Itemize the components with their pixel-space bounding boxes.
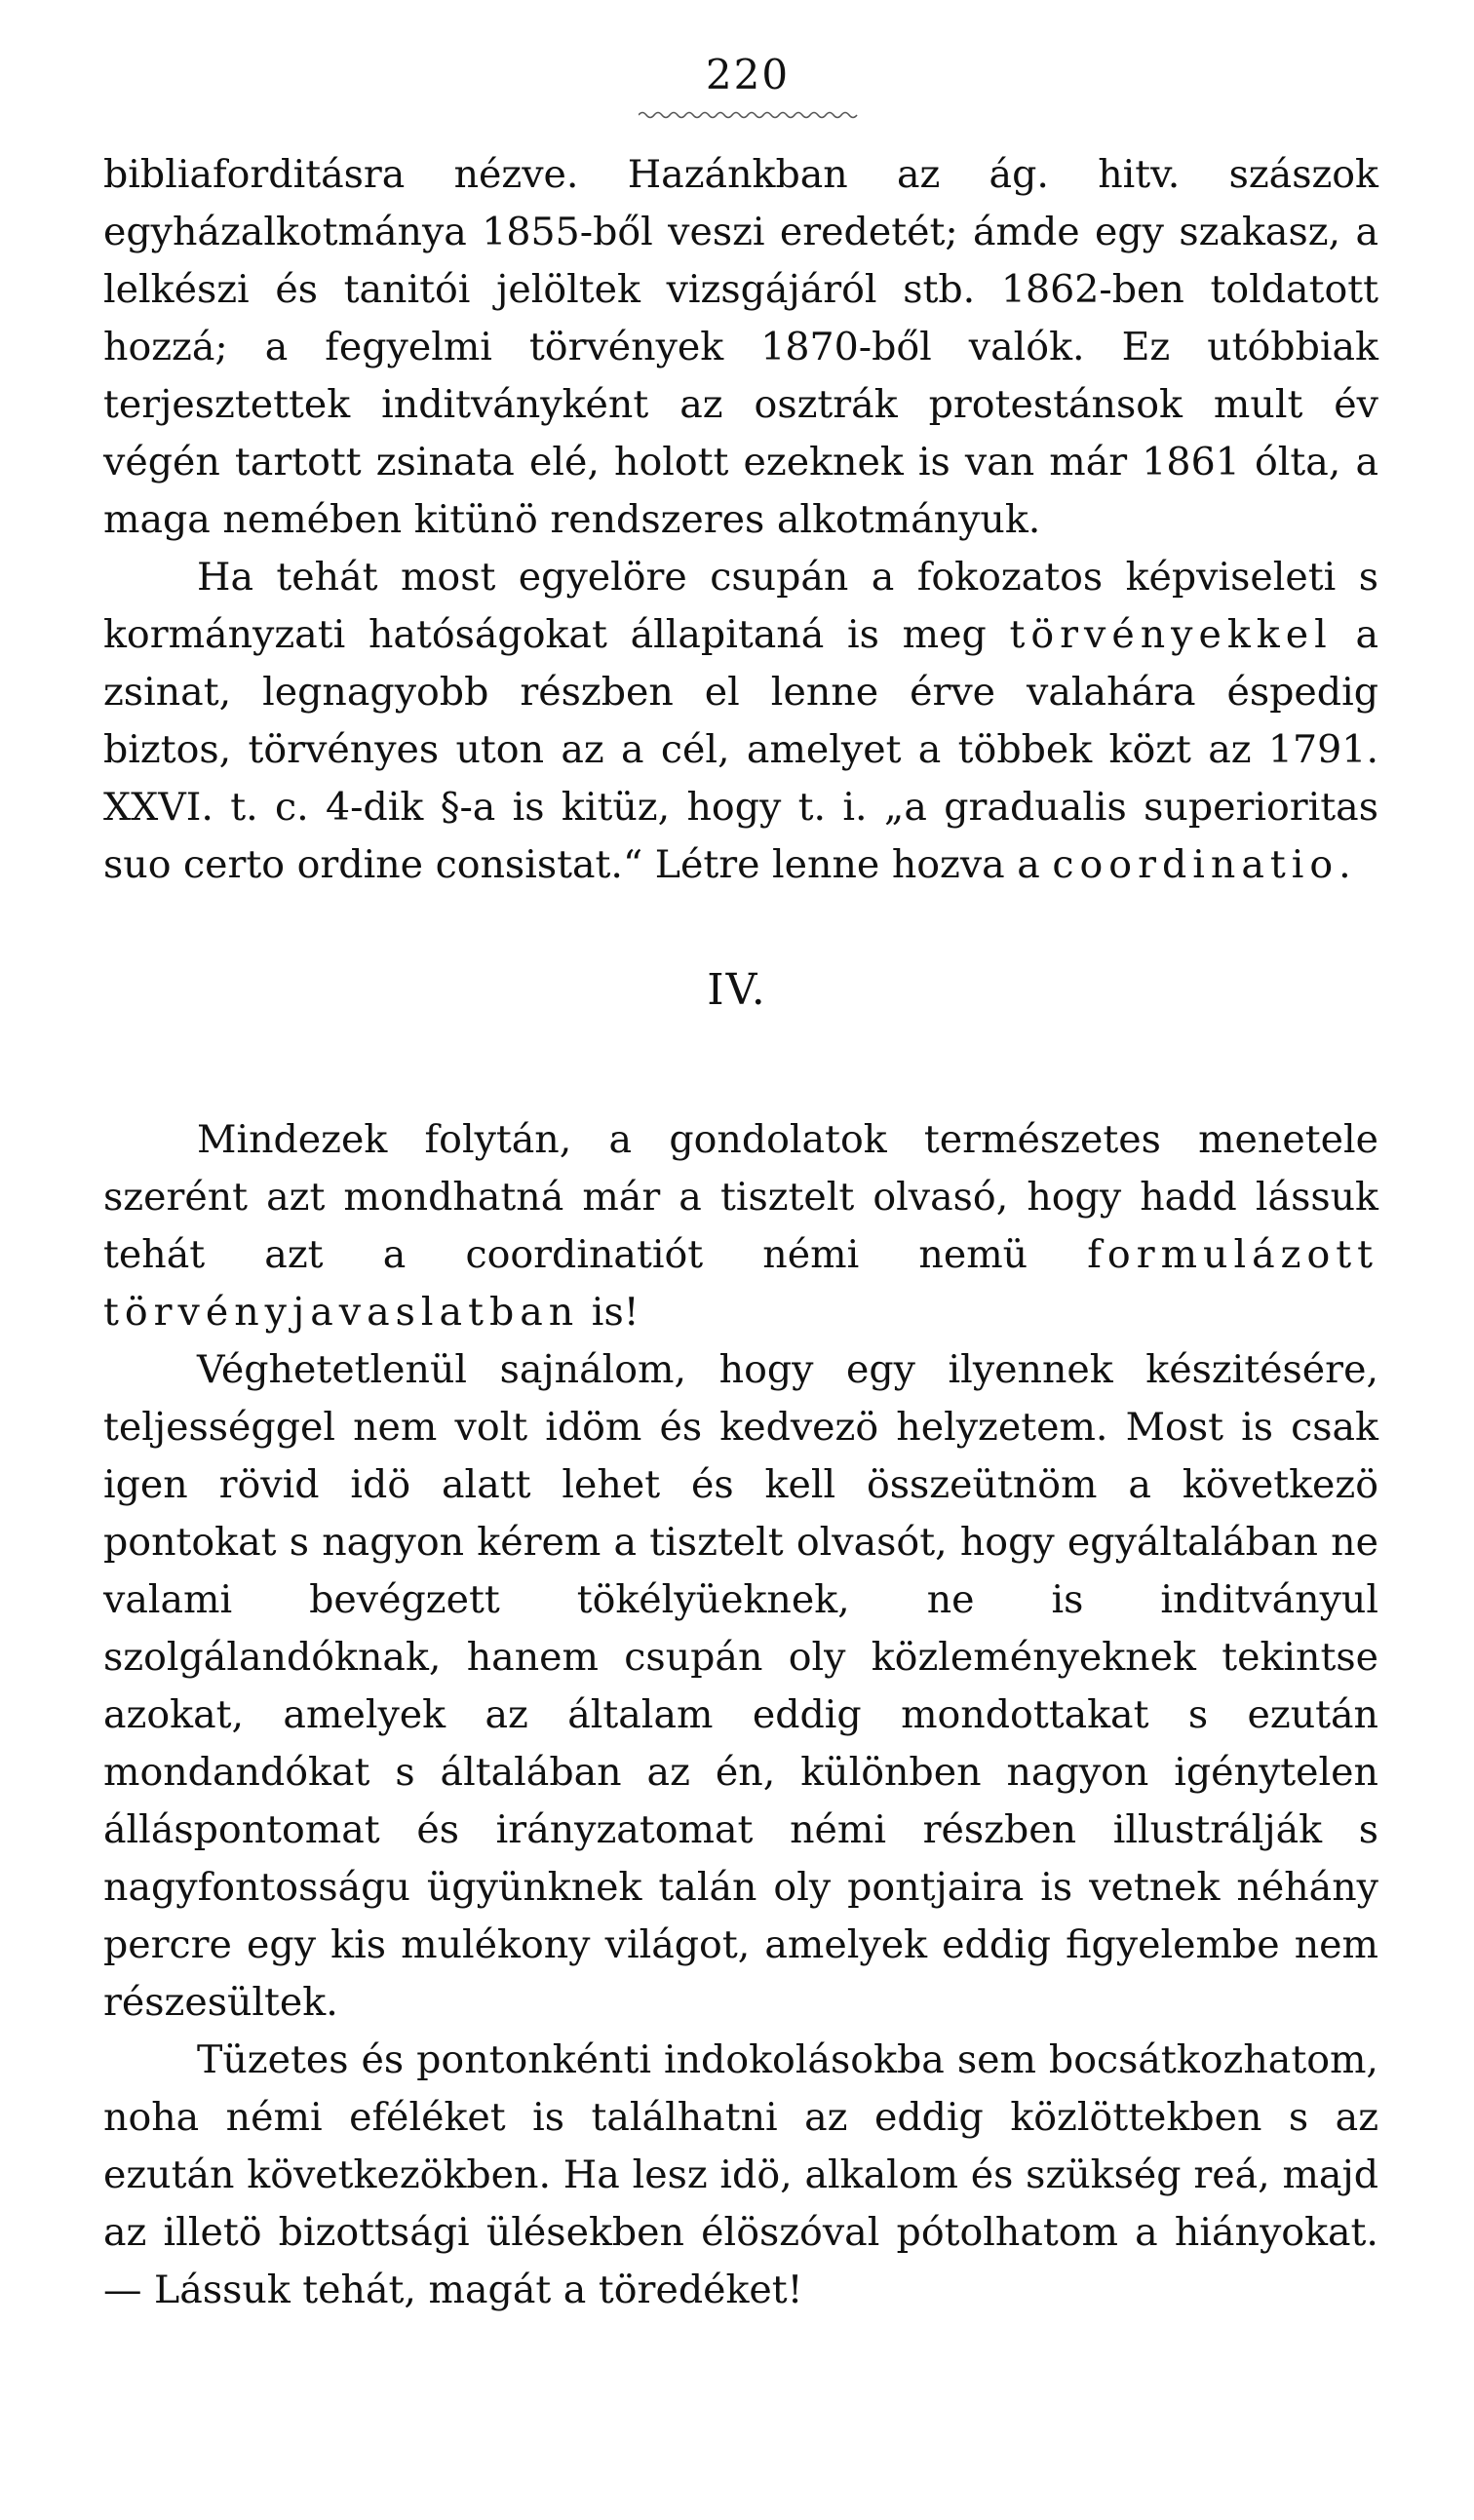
paragraph-3-text-b: is! — [579, 1290, 640, 1335]
paragraph-5: Tüzetes és pontonkénti indokolásokba sem bocsátkozhatom, noha némi eféléket is találhatni az eddig közlöttekben s az ezután következökben. Ha lesz idö, alkalom és szükség reá, majd az illetö bizottsági ülésekben élöszóval pótolhatom a hiányokat. — Lássuk tehát, magát a töredéket! — [103, 2037, 1378, 2312]
paragraph-4: Véghetetlenül sajnálom, hogy egy ilyennek készitésére, teljességgel nem volt idöm és kedvezö helyzetem. Most is csak igen rövid idö alatt lehet és kell összeütnöm a következö pontokat s nagyon kérem a tisztelt olvasót, hogy egyáltalában ne valami bevégzett tökélyüeknek, ne is inditványul szolgálandóknak, hanem csupán oly közleményeknek tekintse azokat, amelyek az általam eddig mondottakat s ezután mondandókat s általában az én, különben nagyon igénytelen álláspontomat és irányzatomat némi részben illustrálják s nagyfontosságu ügyünknek talán oly pontjaira is vetnek néhány percre egy kis mulékony világot, amelyek eddig figyelembe nem részesültek. — [103, 1347, 1378, 2025]
paragraph-2-text-b: a zsinat, legnagyobb részben el lenne érve valahára éspedig biztos, törvényes uton az a cél, amelyet a többek közt az 1791. XXVI. t. c. 4-dik §-a is kitüz, hogy t. i. „a gradualis superioritas suo certo ordine consistat.“ Létre lenne hozva a — [103, 612, 1378, 887]
paragraph-3-text-a: Mindezek folytán, a gondolatok természetes menetele szerént azt mondhatná már a tisztelt olvasó, hogy hadd lássuk tehát azt a coordinatiót némi nemü — [103, 1117, 1378, 1277]
paragraph-2-text-a: Ha tehát most egyelöre csupán a fokozatos képviseleti s kormányzati hatóságokat állapitaná is meg — [103, 555, 1378, 657]
paragraph-3-spaced-term: formulázott törvényjavaslatban — [103, 1232, 1378, 1335]
section-heading: IV. — [707, 965, 767, 1015]
page-number-underline — [639, 109, 863, 121]
paragraph-2-text-c: . — [1338, 842, 1351, 887]
page-number: 220 — [705, 51, 791, 98]
text-block-before-section — [103, 146, 1378, 894]
paragraph-2 — [103, 549, 1378, 894]
paragraph-3 — [103, 1111, 1378, 1341]
paragraph-1: bibliaforditásra nézve. Hazánkban az ág. hitv. szászok egyházalkotmánya 1855-ből veszi eredetét; ámde egy szakasz, a lelkészi és tanitói jelöltek vizsgájáról stb. 1862-ben toldatott hozzá; a fegyelmi törvények 1870-ből valók. Ez utóbbiak terjesztettek inditványként az osztrák protestánsok mult év végén tartott zsinata elé, holott ezeknek is van már 1861 ólta, a maga nemében kitünö rendszeres alkotmányuk. — [103, 152, 1378, 542]
paragraph-2-spaced-term-b: coordinatio — [1052, 842, 1339, 887]
text-block-after-section — [103, 1111, 1378, 2319]
paragraph-2-spaced-term-a: törvényekkel — [1009, 612, 1333, 657]
